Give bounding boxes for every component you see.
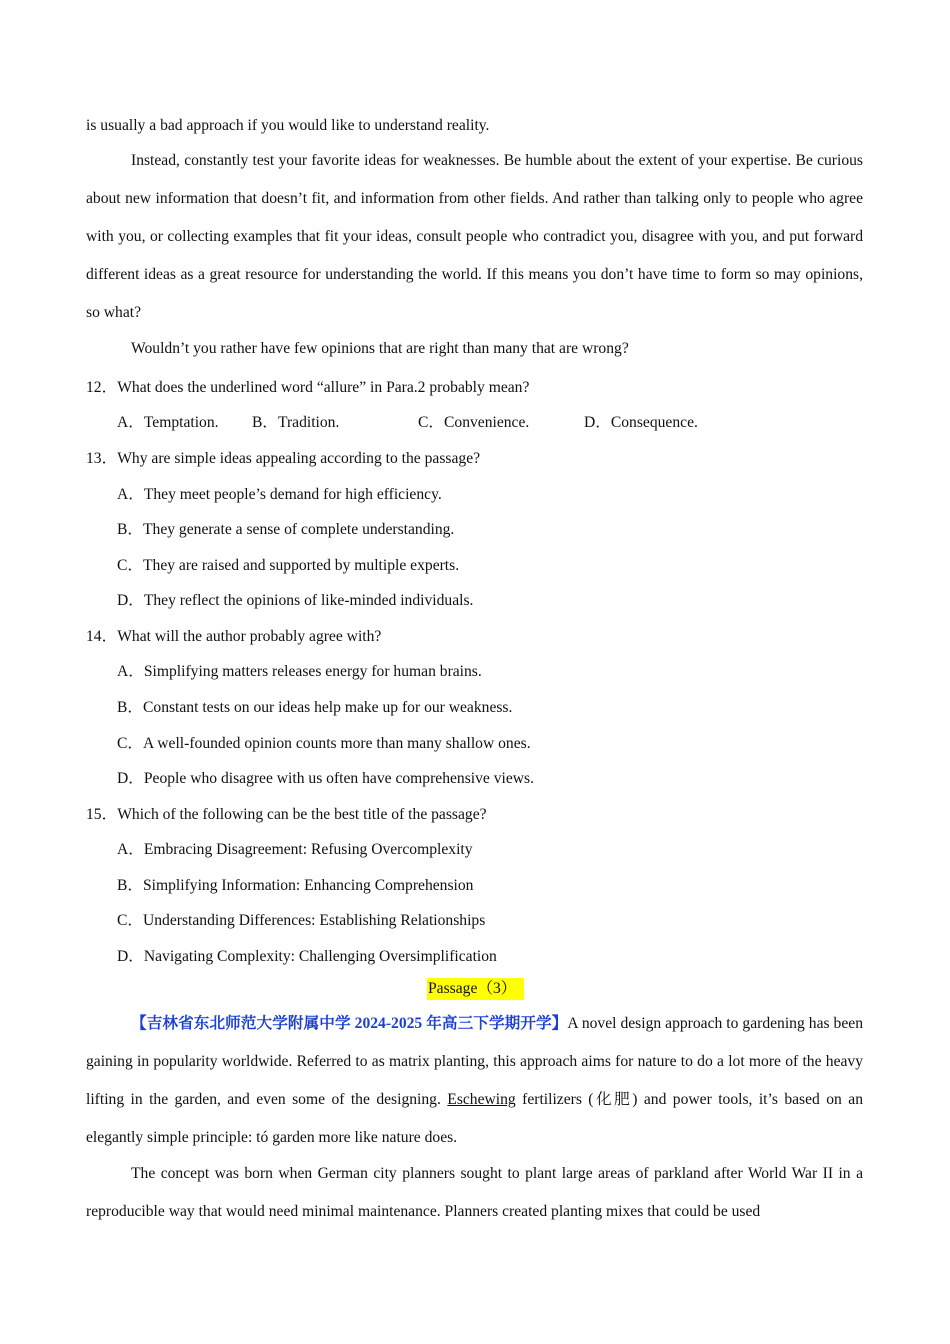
question-15-stem: 15．Which of the following can be the best title of the passage? <box>86 806 487 823</box>
question-14-option-b: B．Constant tests on our ideas help make up for our weakness. <box>117 699 513 716</box>
question-12-option-a: A．Temptation. <box>117 414 219 431</box>
question-13-option-d: D．They reflect the opinions of like-minded individuals. <box>117 592 474 609</box>
passage3-p1-text-a: A novel design approach to gardening has been gaining in popularity worldwide. Referred to as matrix planting, this approach aims for nature to do a lot more of the heavy lifting in the garden, and even some of the designing. <box>86 1015 863 1108</box>
underlined-word: Eschewing <box>447 1091 516 1108</box>
passage3-p1-text-b: fertilizers (化肥) and power tools, it’s based on an elegantly simple principle: tó garden more like nature does. <box>86 1091 863 1146</box>
question-12-stem: 12．What does the underlined word “allure” in Para.2 probably mean? <box>86 379 530 396</box>
question-14-option-a: A．Simplifying matters releases energy for human brains. <box>117 663 482 680</box>
question-15-option-c: C．Understanding Differences: Establishing Relationships <box>117 912 486 929</box>
source-label: 【吉林省东北师范大学附属中学 2024-2025 年高三下学期开学】 <box>131 1015 568 1032</box>
question-14-option-d: D．People who disagree with us often have comprehensive views. <box>117 770 535 787</box>
question-12-option-d: D．Consequence. <box>584 414 698 431</box>
question-14-option-c: C．A well-founded opinion counts more than many shallow ones. <box>117 735 531 752</box>
passage3-paragraph-2: The concept was born when German city planners sought to plant large areas of parkland after World War II in a reproducible way that would need minimal maintenance. Planners created planting mixes that could be used <box>86 1165 863 1220</box>
question-15-option-b: B．Simplifying Information: Enhancing Comprehension <box>117 877 474 894</box>
question-13-stem: 13．Why are simple ideas appealing according to the passage? <box>86 450 481 467</box>
passage2-paragraph-final: Wouldn’t you rather have few opinions that are right than many that are wrong? <box>131 340 629 357</box>
question-14-stem: 14．What will the author probably agree with? <box>86 628 382 645</box>
passage2-paragraph-end: is usually a bad approach if you would like to understand reality. <box>86 117 490 134</box>
question-13-option-c: C．They are raised and supported by multiple experts. <box>117 557 460 574</box>
question-13-option-a: A．They meet people’s demand for high efficiency. <box>117 486 442 503</box>
passage2-paragraph-instead: Instead, constantly test your favorite ideas for weaknesses. Be humble about the extent of your expertise. Be curious about new information that doesn’t fit, and information from other fields. And rather than talking only to people who agree with you, or collecting examples that fit your ideas, consult people who contradict you, disagree with you, and put forward different ideas as a great resource for understanding the world. If this means you don’t have time to form so may opinions, so what? <box>86 152 863 321</box>
question-15-option-a: A．Embracing Disagreement: Refusing Overcomplexity <box>117 841 473 858</box>
passage3-paragraph-1 <box>86 1005 863 1157</box>
question-13-option-b: B．They generate a sense of complete understanding. <box>117 521 455 538</box>
question-15-option-d: D．Navigating Complexity: Challenging Oversimplification <box>117 948 497 965</box>
question-12-option-b: B．Tradition. <box>252 414 340 431</box>
passage3-heading: Passage（3） <box>427 978 524 1000</box>
question-12-option-c: C．Convenience. <box>418 414 530 431</box>
